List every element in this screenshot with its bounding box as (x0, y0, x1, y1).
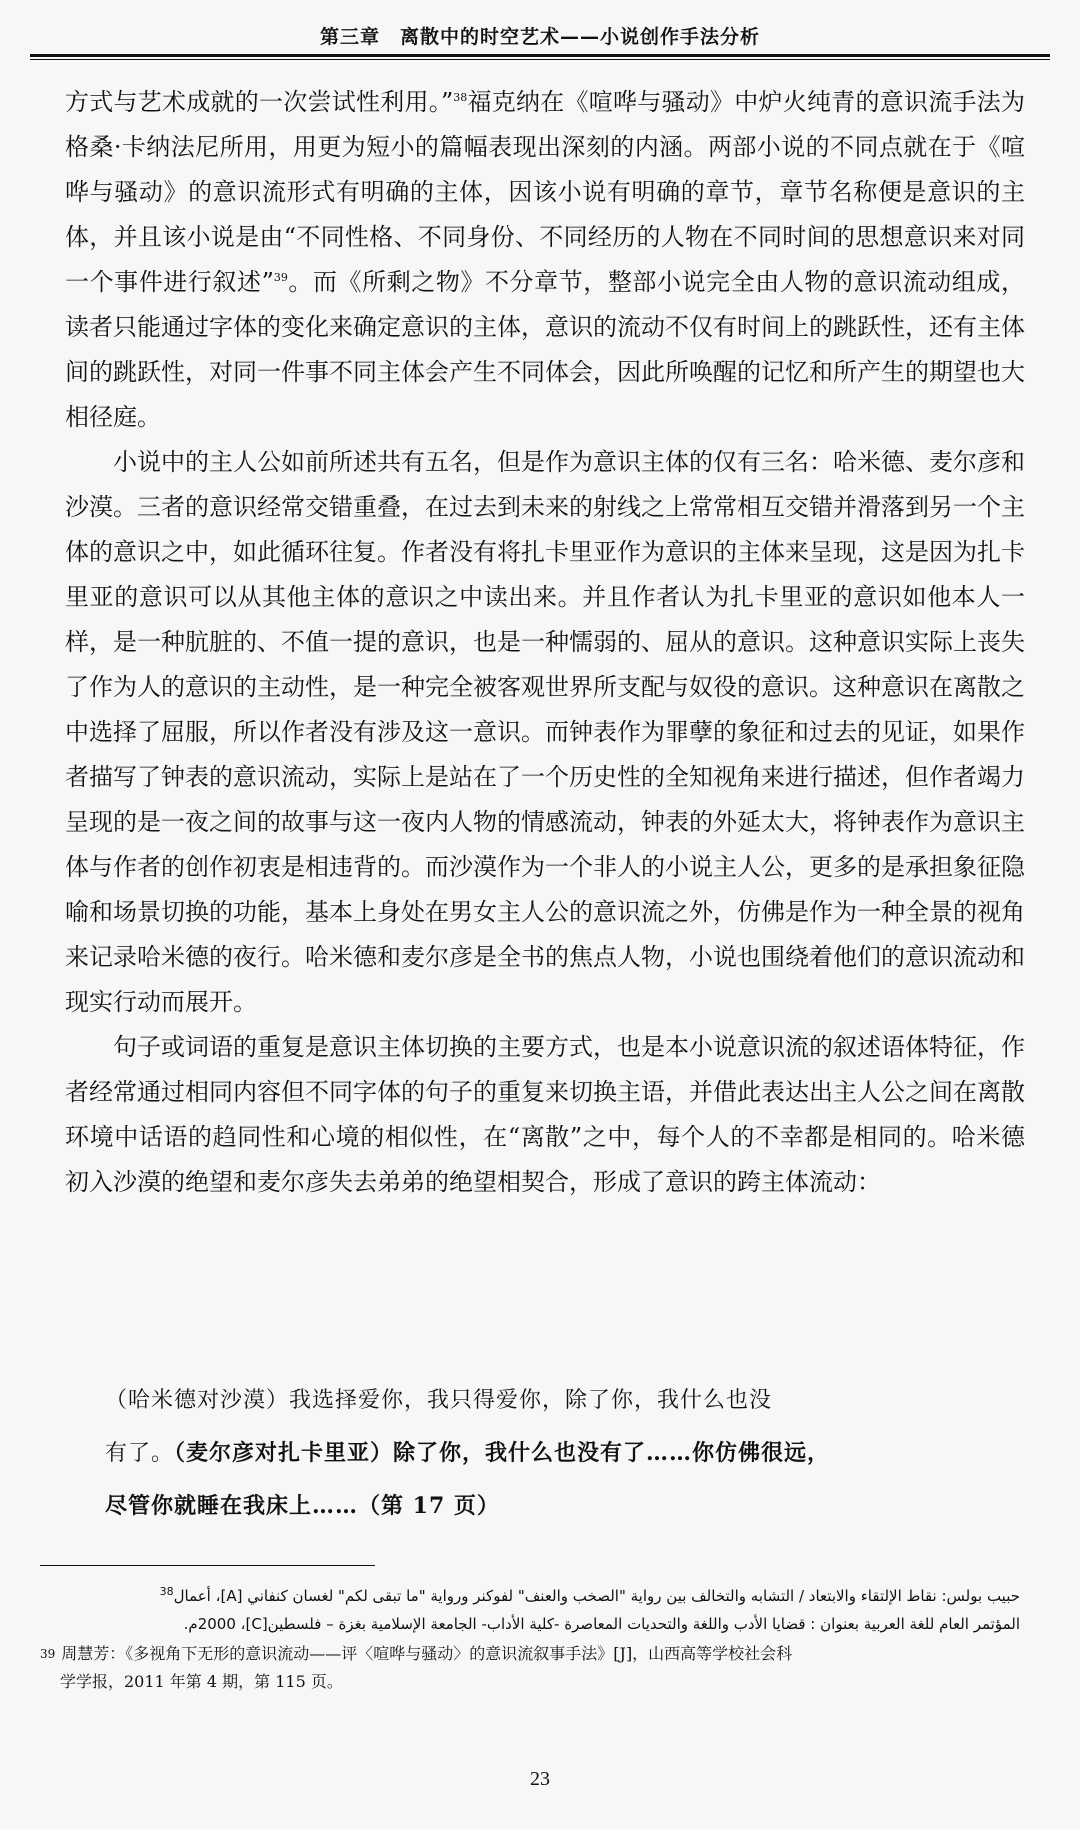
page-number: 23 (530, 1768, 550, 1790)
footnote-38-text-1: حبيب بولس: نقاط الإلتقاء والابتعاد / التشابه والتخالف بين رواية "الصخب والعنف" لفوكنر ورواية "ما تبقى لكم" لغسان كنفاني [A]، أعمال (173, 1587, 1020, 1605)
paragraph-1 (65, 80, 1025, 440)
paragraph-1-part-c: 。而《所剩之物》不分章节，整部小说完全由人物的意识流动组成，读者只能通过字体的变化来确定意识的主体，意识的流动不仅有时间上的跳跃性，还有主体间的跳跃性，对同一件事不同主体会产生不同体会，因此所唤醒的记忆和所产生的期望也大相径庭。 (65, 268, 1025, 431)
paragraph-3: 句子或词语的重复是意识主体切换的主要方式，也是本小说意识流的叙述语体特征，作者经常通过相同内容但不同字体的句子的重复来切换主语，并借此表达出主人公之间在离散环境中话语的趋同性和心境的相似性，在“离散”之中，每个人的不幸都是相同的。哈米德初入沙漠的绝望和麦尔彦失去弟弟的绝望相契合，形成了意识的跨主体流动： (65, 1033, 1025, 1196)
footnote-39-line-1 (40, 1640, 1020, 1668)
header-rule-thick (30, 54, 1050, 57)
footnote-38-number: 38 (159, 1585, 174, 1598)
footnote-38 (40, 1582, 1020, 1638)
footnote-divider (40, 1565, 375, 1566)
footnote-39-line-2: 学学报，2011 年第 4 期，第 115 页。 (60, 1672, 343, 1691)
quote-line-2 (105, 1427, 990, 1480)
header-rule-thin (30, 59, 1050, 60)
block-quote (105, 1375, 990, 1532)
quote-line-1: （哈米德对沙漠）我选择爱你，我只得爱你，除了你，我什么也没 (105, 1388, 773, 1413)
footnote-38-line-1 (40, 1582, 1020, 1610)
footnote-38-line-2: المؤتمر العام للغة العربية بعنوان : قضايا الأدب واللغة والتحديات المعاصرة -كلية الأداب- الجامعة الإسلامية بغزة – فلسطين[C]، 2000م. (183, 1615, 1020, 1633)
footnote-ref-38[interactable]: 38 (453, 91, 468, 104)
footnote-39 (40, 1640, 1020, 1696)
quote-line-2a: 有了。 (105, 1441, 175, 1466)
paragraph-1-part-b: 福克纳在《喧哗与骚动》中炉火纯青的意识流手法为格桑·卡纳法尼所用，用更为短小的篇幅表现出深刻的内涵。两部小说的不同点就在于《喧哗与骚动》的意识流形式有明确的主体，因该小说有明确的章节，章节名称便是意识的主体，并且该小说是由“不同性格、不同身份、不同经历的人物在不同时间的思想意识来对同一个事件进行叙述” (65, 88, 1025, 296)
footnote-39-number: 39 (40, 1647, 56, 1661)
paragraph-1-part-a: 方式与艺术成就的一次尝试性利用。” (65, 88, 454, 116)
paragraph-2: 小说中的主人公如前所述共有五名，但是作为意识主体的仅有三名：哈米德、麦尔彦和沙漠。三者的意识经常交错重叠，在过去到未来的射线之上常常相互交错并滑落到另一个主体的意识之中，如此循环往复。作者没有将扎卡里亚作为意识的主体来呈现，这是因为扎卡里亚的意识可以从其他主体的意识之中读出来。并且作者认为扎卡里亚的意识如他本人一样，是一种肮脏的、不值一提的意识，也是一种懦弱的、屈从的意识。这种意识实际上丧失了作为人的意识的主动性，是一种完全被客观世界所支配与奴役的意识。这种意识在离散之中选择了屈服，所以作者没有涉及这一意识。而钟表作为罪孽的象征和过去的见证，如果作者描写了钟表的意识流动，实际上是站在了一个历史性的全知视角来进行描述，但作者竭力呈现的是一夜之间的故事与这一夜内人物的情感流动，钟表的外延太大，将钟表作为意识主体与作者的创作初衷是相违背的。而沙漠作为一个非人的小说主人公，更多的是承担象征隐喻和场景切换的功能，基本上身处在男女主人公的意识流之外，仿佛是作为一种全景的视角来记录哈米德的夜行。哈米德和麦尔彦是全书的焦点人物，小说也围绕着他们的意识流动和现实行动而展开。 (65, 448, 1025, 1016)
body-text (65, 80, 1025, 1205)
footnote-ref-39[interactable]: 39 (273, 271, 288, 284)
footnote-39-text-1: 周慧芳：《多视角下无形的意识流动——评〈喧哗与骚动〉的意识流叙事手法》[J]，山西高等学校社会科 (61, 1644, 793, 1663)
quote-line-2b: （麦尔彦对扎卡里亚）除了你，我什么也没有了……你仿佛很远， (174, 1440, 831, 1466)
quote-line-3: 尽管你就睡在我床上……（第 17 页） (105, 1493, 500, 1519)
footnotes (40, 1582, 1020, 1696)
running-header: 第三章 离散中的时空艺术——小说创作手法分析 (319, 26, 760, 48)
